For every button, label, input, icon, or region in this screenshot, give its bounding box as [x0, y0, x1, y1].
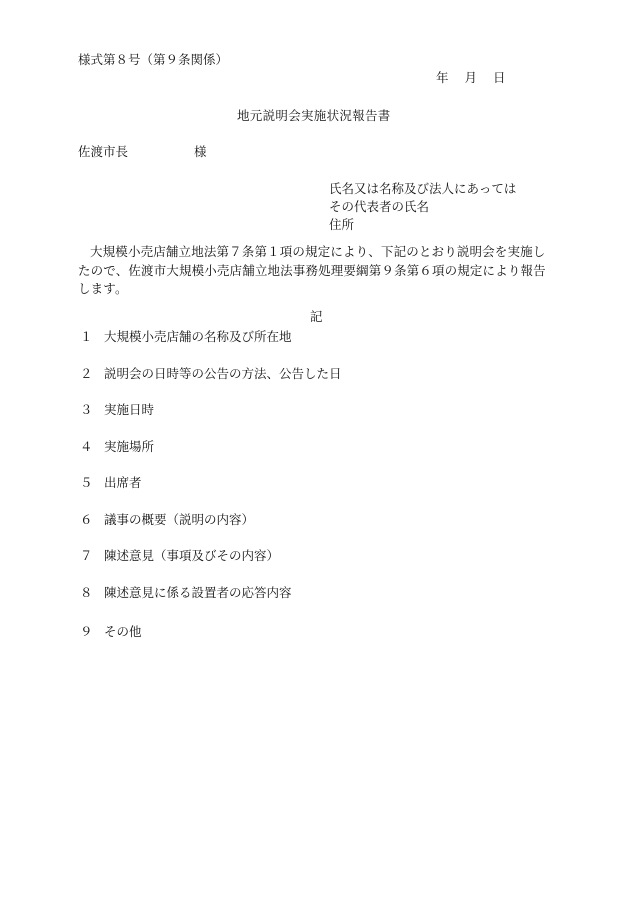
item-text: 説明会の日時等の公告の方法、公告した日 — [104, 366, 342, 381]
addressee-name: 佐渡市長 — [78, 144, 129, 159]
list-item — [80, 585, 292, 601]
applicant-line-1: 氏名又は名称及び法人にあっては — [329, 181, 517, 196]
applicant-line-2: その代表者の氏名 — [329, 199, 430, 214]
date-line — [436, 70, 506, 86]
item-text: その他 — [104, 624, 142, 639]
document-title: 地元説明会実施状況報告書 — [237, 108, 391, 123]
item-text: 陳述意見（事項及びその内容） — [104, 548, 280, 563]
item-text: 陳述意見に係る設置者の応答内容 — [104, 585, 292, 600]
item-number: ９ — [80, 624, 93, 639]
item-text: 実施日時 — [104, 402, 155, 417]
list-item — [80, 475, 142, 491]
addressee-honorific: 様 — [194, 144, 207, 159]
item-number: １ — [80, 329, 93, 344]
date-month-label: 月 — [464, 70, 478, 85]
item-text: 出席者 — [104, 475, 142, 490]
item-number: ６ — [80, 512, 93, 527]
list-item — [80, 366, 342, 382]
item-number: ７ — [80, 548, 93, 563]
list-item — [80, 548, 279, 564]
item-number: ８ — [80, 585, 93, 600]
item-text: 議事の概要（説明の内容） — [104, 512, 255, 527]
item-text: 実施場所 — [104, 439, 155, 454]
addressee — [78, 144, 207, 160]
item-number: ５ — [80, 475, 93, 490]
list-item — [80, 624, 142, 640]
form-number: 様式第８号（第９条関係） — [78, 52, 229, 67]
date-year-label: 年 — [436, 70, 449, 85]
applicant-line-3: 住所 — [329, 217, 355, 232]
list-item — [80, 329, 292, 345]
item-number: ２ — [80, 366, 93, 381]
date-day-label: 日 — [493, 70, 506, 85]
report-body-text: 大規模小売店舗立地法第７条第１項の規定により、下記のとおり説明会を実施したので、佐渡市大規模小売店舗立地法事務処理要綱第９条第６項の規定により報告します。 — [78, 244, 546, 296]
item-number: ４ — [80, 439, 93, 454]
item-text: 大規模小売店舗の名称及び所在地 — [104, 329, 292, 344]
list-item — [80, 512, 254, 528]
ki-heading: 記 — [310, 309, 323, 324]
item-number: ３ — [80, 402, 93, 417]
applicant-block — [329, 180, 516, 234]
list-item — [80, 402, 154, 418]
list-item — [80, 439, 154, 455]
